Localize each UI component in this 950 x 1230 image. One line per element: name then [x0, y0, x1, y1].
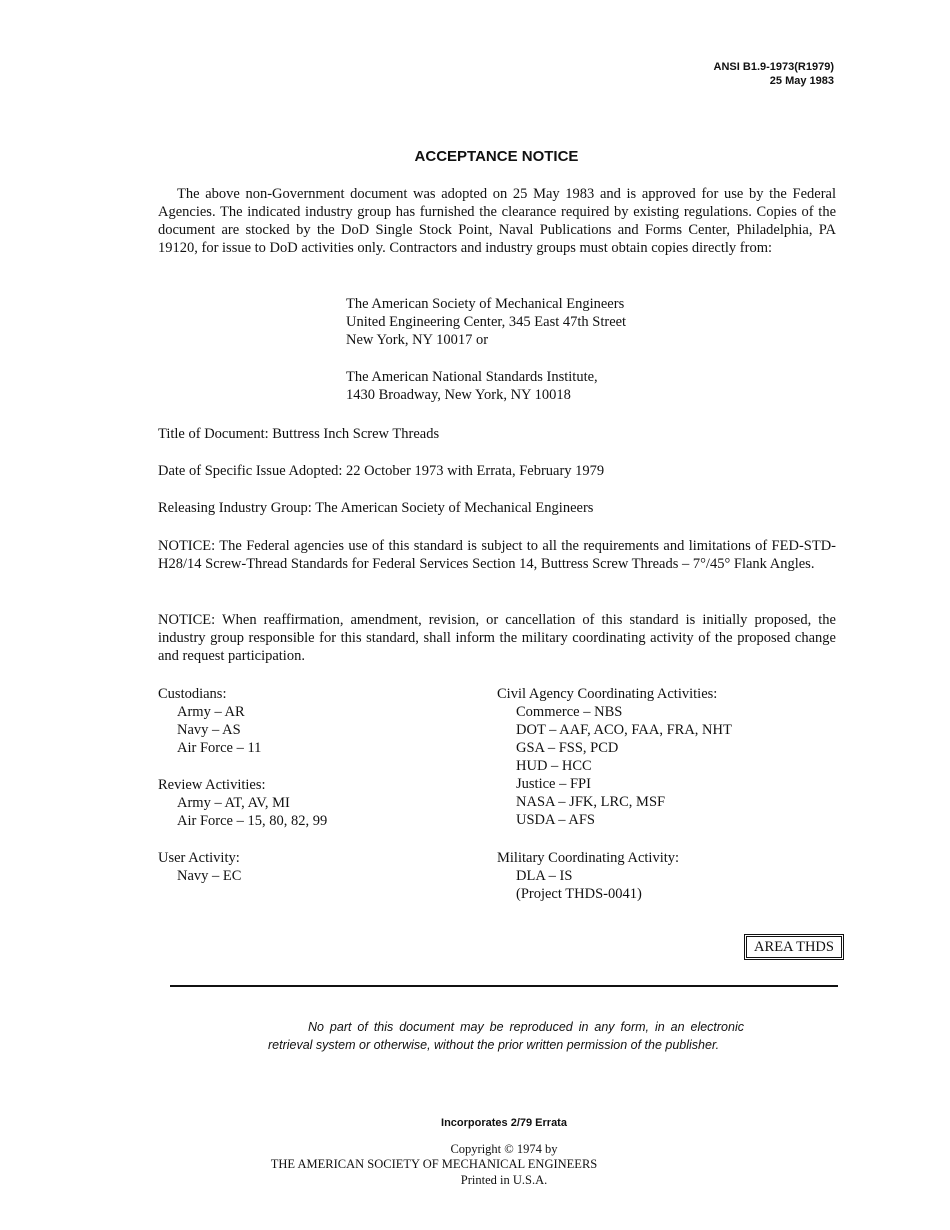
review-item: Army – AT, AV, MI — [177, 795, 290, 811]
document-header — [714, 60, 834, 88]
divider-rule — [170, 985, 838, 987]
civil-agency-item: Commerce – NBS — [516, 704, 623, 720]
user-activity-section — [158, 849, 241, 885]
civil-agency-section — [497, 685, 732, 829]
issue-date-line: Date of Specific Issue Adopted: 22 October 1973 with Errata, February 1979 — [158, 463, 605, 479]
review-activities-section — [158, 776, 327, 830]
area-code-box: AREA THDS — [746, 936, 842, 958]
custodian-item: Army – AR — [177, 704, 245, 720]
section-heading: User Activity: — [158, 850, 240, 866]
civil-agency-item: HUD – HCC — [516, 758, 592, 774]
reproduction-notice: No part of this document may be reproduced in any form, in an electronic retrieval system or otherwise, without the prior written permission of the publisher. — [268, 1020, 744, 1052]
releasing-group-line: Releasing Industry Group: The American Society of Mechanical Engineers — [158, 500, 594, 516]
printed-in: Printed in U.S.A. — [460, 1173, 548, 1187]
address-line: United Engineering Center, 345 East 47th Street — [346, 314, 627, 330]
user-activity-item: Navy – EC — [177, 868, 242, 884]
header-date: 25 May 1983 — [769, 75, 834, 87]
address-line: The American Society of Mechanical Engineers — [346, 296, 625, 312]
notice-federal-use: NOTICE: The Federal agencies use of this standard is subject to all the requirements and limitations of FED-STD-H28/14 Screw-Thread Standards for Federal Services Section 14, Buttress Screw Threads – 7°/45° Flank Angles. — [158, 538, 836, 572]
page-title: ACCEPTANCE NOTICE — [414, 148, 579, 165]
review-item: Air Force – 15, 80, 82, 99 — [177, 813, 328, 829]
civil-agency-item: GSA – FSS, PCD — [516, 740, 619, 756]
intro-paragraph: The above non-Government document was adopted on 25 May 1983 and is approved for use by the Federal Agencies. The indicated industry group has furnished the clearance required by existing regulations. Copies of the document are stocked by the DoD Single Stock Point, Naval Publications and Forms Center, Philadelphia, PA 19120, for issue to DoD activities only. Contractors and industry groups must obtain copies directly from: — [158, 186, 836, 256]
section-heading: Civil Agency Coordinating Activities: — [497, 686, 718, 702]
civil-agency-item: NASA – JFK, LRC, MSF — [516, 794, 666, 810]
address-line: New York, NY 10017 or — [346, 332, 489, 348]
section-heading: Custodians: — [158, 686, 227, 702]
copyright-line: Copyright © 1974 by — [450, 1142, 558, 1156]
address-ansi — [346, 368, 598, 404]
address-line: 1430 Broadway, New York, NY 10018 — [346, 387, 571, 403]
civil-agency-item: USDA – AFS — [516, 812, 595, 828]
custodian-item: Air Force – 11 — [177, 740, 262, 756]
document-title-line: Title of Document: Buttress Inch Screw Threads — [158, 426, 440, 442]
military-activity-section — [497, 849, 679, 903]
address-asme — [346, 295, 626, 349]
address-line: The American National Standards Institute, — [346, 369, 598, 385]
publisher-name: THE AMERICAN SOCIETY OF MECHANICAL ENGINEERS — [270, 1157, 598, 1171]
notice-reaffirmation: NOTICE: When reaffirmation, amendment, revision, or cancellation of this standard is initially proposed, the industry group responsible for this standard, shall inform the military coordinating activity of the proposed change and request participation. — [158, 612, 836, 664]
section-heading: Military Coordinating Activity: — [497, 850, 680, 866]
standard-designation: ANSI B1.9-1973(R1979) — [713, 61, 834, 73]
custodian-item: Navy – AS — [177, 722, 241, 738]
military-activity-item: DLA – IS — [516, 868, 573, 884]
section-heading: Review Activities: — [158, 777, 266, 793]
errata-note: Incorporates 2/79 Errata — [441, 1117, 567, 1129]
civil-agency-item: Justice – FPI — [516, 776, 591, 792]
military-activity-item: (Project THDS-0041) — [516, 886, 642, 902]
civil-agency-item: DOT – AAF, ACO, FAA, FRA, NHT — [516, 722, 732, 738]
custodians-section — [158, 685, 261, 757]
